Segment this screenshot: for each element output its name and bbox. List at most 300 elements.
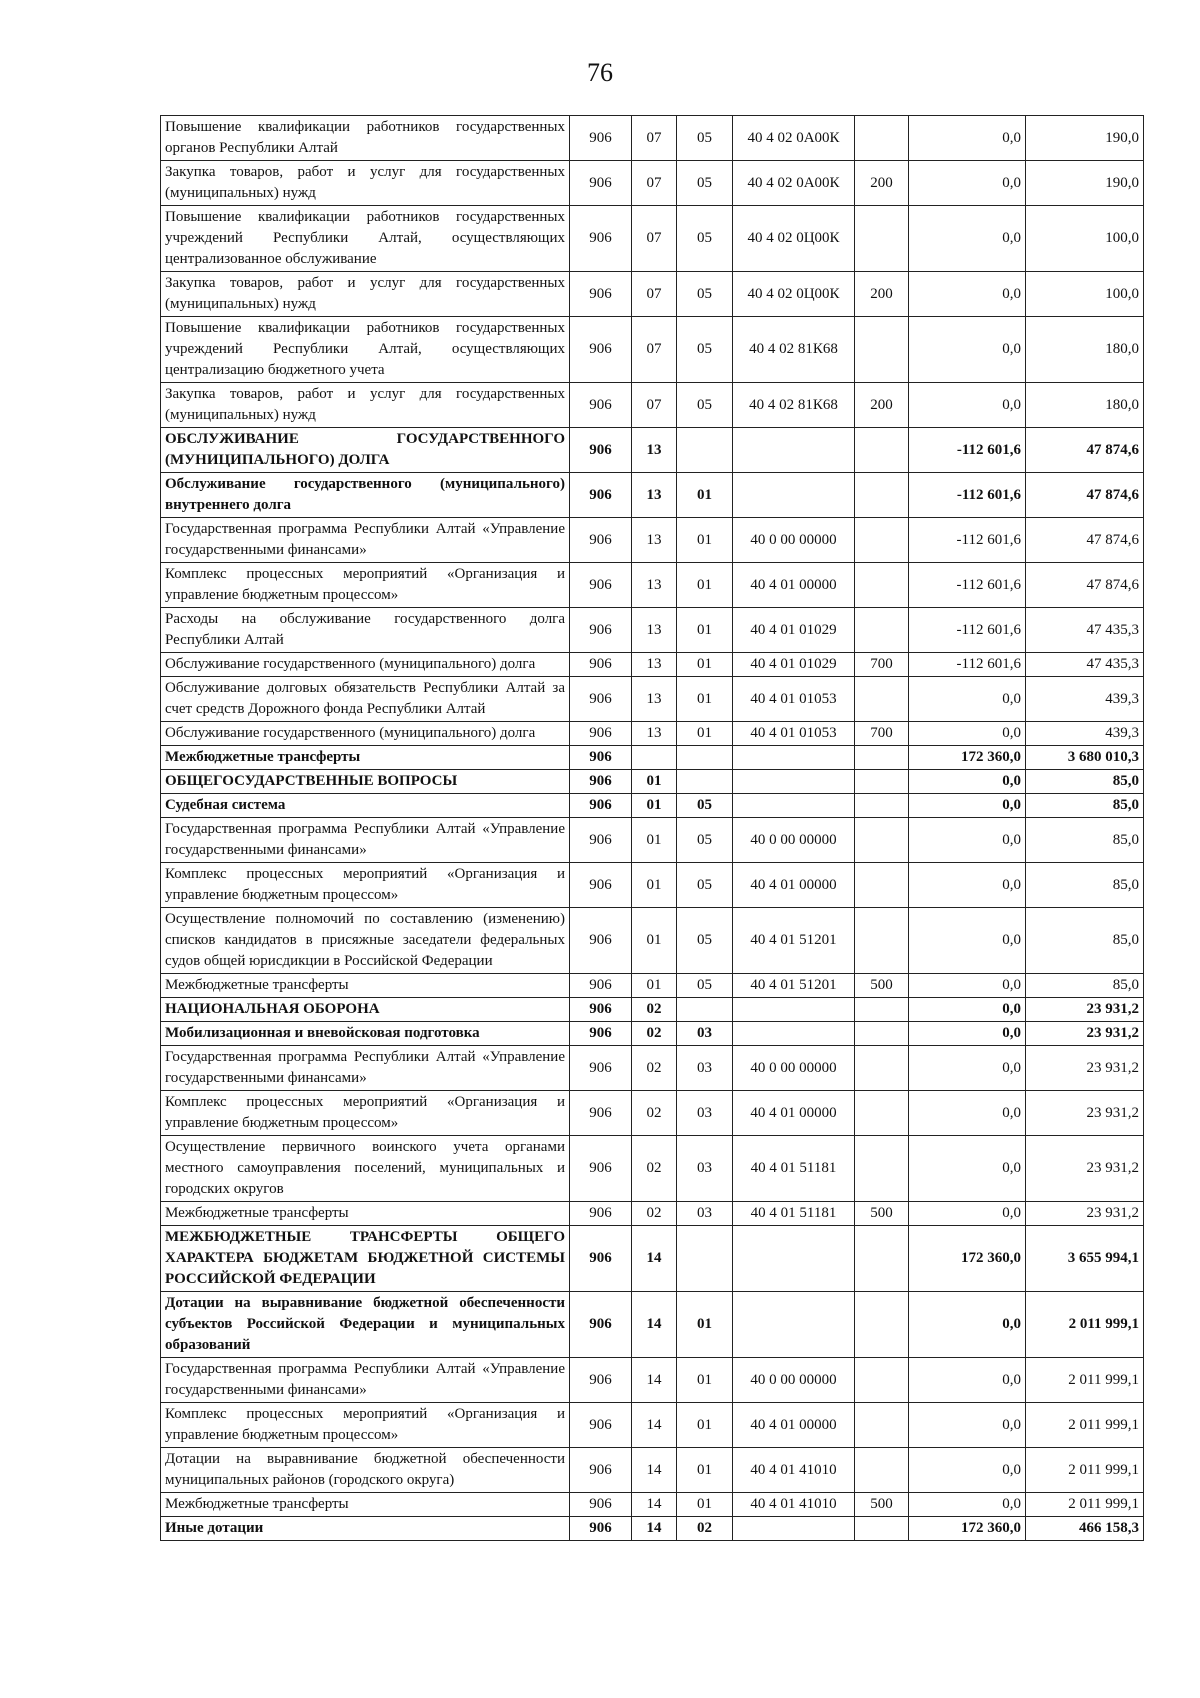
table-row: [161, 1493, 1144, 1517]
table-row: [161, 998, 1144, 1022]
line-item-name: МЕЖБЮДЖЕТНЫЕ ТРАНСФЕРТЫ ОБЩЕГО ХАРАКТЕРА БЮДЖЕТАМ БЮДЖЕТНОЙ СИСТЕМЫ РОССИЙСКОЙ ФЕДЕРАЦИИ: [161, 1226, 570, 1292]
amount-change: 172 360,0: [909, 1517, 1026, 1541]
department-code: 906: [570, 1091, 632, 1136]
target-item-code: [733, 794, 855, 818]
line-item-name: Дотации на выравнивание бюджетной обеспеченности муниципальных районов (городского округа): [161, 1448, 570, 1493]
section-code: 14: [632, 1226, 677, 1292]
amount-total: 23 931,2: [1026, 1022, 1144, 1046]
target-item-code: 40 4 02 81К68: [733, 317, 855, 383]
section-code: 02: [632, 1202, 677, 1226]
expense-type-code: 700: [855, 722, 909, 746]
amount-total: 466 158,3: [1026, 1517, 1144, 1541]
amount-total: 3 655 994,1: [1026, 1226, 1144, 1292]
table-row: [161, 722, 1144, 746]
department-code: 906: [570, 818, 632, 863]
subsection-code: 01: [677, 473, 733, 518]
target-item-code: 40 4 02 0А00К: [733, 116, 855, 161]
line-item-name: Осуществление первичного воинского учета органами местного самоуправления поселений, муниципальных и городских округов: [161, 1136, 570, 1202]
amount-total: 3 680 010,3: [1026, 746, 1144, 770]
department-code: 906: [570, 383, 632, 428]
line-item-name: Судебная система: [161, 794, 570, 818]
line-item-name: Межбюджетные трансферты: [161, 1493, 570, 1517]
subsection-code: 03: [677, 1022, 733, 1046]
amount-total: 85,0: [1026, 863, 1144, 908]
expense-type-code: [855, 1091, 909, 1136]
amount-change: -112 601,6: [909, 428, 1026, 473]
target-item-code: 40 4 01 01053: [733, 722, 855, 746]
amount-change: 0,0: [909, 1403, 1026, 1448]
department-code: 906: [570, 974, 632, 998]
subsection-code: [677, 746, 733, 770]
section-code: 13: [632, 677, 677, 722]
amount-change: 0,0: [909, 206, 1026, 272]
section-code: 02: [632, 1136, 677, 1202]
amount-change: 0,0: [909, 116, 1026, 161]
amount-change: 172 360,0: [909, 746, 1026, 770]
table-body: [161, 116, 1144, 1541]
subsection-code: [677, 998, 733, 1022]
section-code: 01: [632, 818, 677, 863]
section-code: 01: [632, 908, 677, 974]
subsection-code: 01: [677, 1448, 733, 1493]
department-code: 906: [570, 272, 632, 317]
expense-type-code: [855, 206, 909, 272]
target-item-code: 40 0 00 00000: [733, 818, 855, 863]
subsection-code: 05: [677, 974, 733, 998]
expense-type-code: [855, 1226, 909, 1292]
subsection-code: 01: [677, 1358, 733, 1403]
table-row: [161, 1292, 1144, 1358]
amount-change: 0,0: [909, 722, 1026, 746]
subsection-code: 05: [677, 818, 733, 863]
expense-type-code: [855, 428, 909, 473]
table-row: [161, 746, 1144, 770]
expense-type-code: [855, 563, 909, 608]
subsection-code: [677, 770, 733, 794]
department-code: 906: [570, 1292, 632, 1358]
section-code: 07: [632, 206, 677, 272]
department-code: 906: [570, 770, 632, 794]
budget-table: [160, 115, 1144, 1541]
amount-change: 0,0: [909, 1022, 1026, 1046]
department-code: 906: [570, 746, 632, 770]
subsection-code: 02: [677, 1517, 733, 1541]
section-code: 14: [632, 1493, 677, 1517]
section-code: 14: [632, 1358, 677, 1403]
section-code: 01: [632, 974, 677, 998]
department-code: 906: [570, 473, 632, 518]
department-code: 906: [570, 863, 632, 908]
subsection-code: 01: [677, 677, 733, 722]
target-item-code: 40 4 01 51181: [733, 1136, 855, 1202]
section-code: 07: [632, 161, 677, 206]
table-row: [161, 428, 1144, 473]
subsection-code: [677, 1226, 733, 1292]
subsection-code: 05: [677, 908, 733, 974]
subsection-code: 05: [677, 116, 733, 161]
amount-total: 2 011 999,1: [1026, 1448, 1144, 1493]
target-item-code: [733, 1022, 855, 1046]
amount-change: 0,0: [909, 908, 1026, 974]
amount-total: 85,0: [1026, 770, 1144, 794]
expense-type-code: [855, 1136, 909, 1202]
line-item-name: Государственная программа Республики Алтай «Управление государственными финансами»: [161, 818, 570, 863]
line-item-name: Обслуживание государственного (муниципального) внутреннего долга: [161, 473, 570, 518]
target-item-code: 40 4 01 00000: [733, 1091, 855, 1136]
department-code: 906: [570, 1403, 632, 1448]
amount-total: 85,0: [1026, 974, 1144, 998]
target-item-code: [733, 1517, 855, 1541]
line-item-name: ОБЩЕГОСУДАРСТВЕННЫЕ ВОПРОСЫ: [161, 770, 570, 794]
line-item-name: Расходы на обслуживание государственного долга Республики Алтай: [161, 608, 570, 653]
table-row: [161, 974, 1144, 998]
target-item-code: 40 4 01 01029: [733, 608, 855, 653]
expense-type-code: 200: [855, 272, 909, 317]
expense-type-code: 500: [855, 974, 909, 998]
section-code: 14: [632, 1448, 677, 1493]
amount-total: 190,0: [1026, 116, 1144, 161]
department-code: 906: [570, 908, 632, 974]
target-item-code: [733, 473, 855, 518]
line-item-name: Повышение квалификации работников государственных органов Республики Алтай: [161, 116, 570, 161]
department-code: 906: [570, 1046, 632, 1091]
amount-total: 100,0: [1026, 206, 1144, 272]
section-code: [632, 746, 677, 770]
line-item-name: Дотации на выравнивание бюджетной обеспеченности субъектов Российской Федерации и муниципальных образований: [161, 1292, 570, 1358]
section-code: 02: [632, 1022, 677, 1046]
subsection-code: 01: [677, 722, 733, 746]
table-row: [161, 1046, 1144, 1091]
amount-change: 0,0: [909, 383, 1026, 428]
subsection-code: 01: [677, 518, 733, 563]
section-code: 13: [632, 518, 677, 563]
section-code: 02: [632, 1091, 677, 1136]
subsection-code: 01: [677, 1292, 733, 1358]
subsection-code: 03: [677, 1091, 733, 1136]
expense-type-code: 500: [855, 1202, 909, 1226]
target-item-code: 40 4 01 51201: [733, 974, 855, 998]
amount-total: 47 874,6: [1026, 428, 1144, 473]
section-code: 13: [632, 473, 677, 518]
target-item-code: 40 4 01 00000: [733, 863, 855, 908]
target-item-code: 40 0 00 00000: [733, 518, 855, 563]
amount-total: 47 874,6: [1026, 518, 1144, 563]
table-row: [161, 1091, 1144, 1136]
target-item-code: 40 4 01 51181: [733, 1202, 855, 1226]
expense-type-code: 200: [855, 161, 909, 206]
amount-total: 2 011 999,1: [1026, 1292, 1144, 1358]
target-item-code: [733, 428, 855, 473]
target-item-code: 40 4 01 01053: [733, 677, 855, 722]
section-code: 13: [632, 563, 677, 608]
target-item-code: 40 4 01 00000: [733, 563, 855, 608]
table-row: [161, 677, 1144, 722]
line-item-name: Межбюджетные трансферты: [161, 1202, 570, 1226]
table-row: [161, 794, 1144, 818]
section-code: 13: [632, 653, 677, 677]
amount-change: -112 601,6: [909, 653, 1026, 677]
line-item-name: Закупка товаров, работ и услуг для государственных (муниципальных) нужд: [161, 161, 570, 206]
table-row: [161, 818, 1144, 863]
amount-change: 0,0: [909, 998, 1026, 1022]
amount-change: 0,0: [909, 161, 1026, 206]
amount-change: -112 601,6: [909, 518, 1026, 563]
expense-type-code: [855, 998, 909, 1022]
table-row: [161, 116, 1144, 161]
section-code: 01: [632, 770, 677, 794]
target-item-code: 40 4 02 81К68: [733, 383, 855, 428]
amount-total: 180,0: [1026, 383, 1144, 428]
expense-type-code: [855, 818, 909, 863]
amount-change: 0,0: [909, 794, 1026, 818]
section-code: 07: [632, 383, 677, 428]
table-row: [161, 1202, 1144, 1226]
line-item-name: Государственная программа Республики Алтай «Управление государственными финансами»: [161, 1046, 570, 1091]
expense-type-code: [855, 1358, 909, 1403]
subsection-code: 05: [677, 317, 733, 383]
line-item-name: Закупка товаров, работ и услуг для государственных (муниципальных) нужд: [161, 272, 570, 317]
table-row: [161, 653, 1144, 677]
section-code: 13: [632, 722, 677, 746]
expense-type-code: 700: [855, 653, 909, 677]
target-item-code: 40 4 01 51201: [733, 908, 855, 974]
department-code: 906: [570, 794, 632, 818]
department-code: 906: [570, 161, 632, 206]
amount-total: 85,0: [1026, 794, 1144, 818]
section-code: 14: [632, 1517, 677, 1541]
section-code: 02: [632, 998, 677, 1022]
subsection-code: 01: [677, 1493, 733, 1517]
expense-type-code: [855, 518, 909, 563]
department-code: 906: [570, 317, 632, 383]
amount-total: 190,0: [1026, 161, 1144, 206]
amount-total: 100,0: [1026, 272, 1144, 317]
department-code: 906: [570, 1493, 632, 1517]
line-item-name: Повышение квалификации работников государственных учреждений Республики Алтай, осуществляющих централизацию бюджетного учета: [161, 317, 570, 383]
target-item-code: 40 4 02 0Ц00К: [733, 206, 855, 272]
expense-type-code: [855, 908, 909, 974]
target-item-code: 40 0 00 00000: [733, 1046, 855, 1091]
amount-change: 0,0: [909, 1292, 1026, 1358]
line-item-name: Государственная программа Республики Алтай «Управление государственными финансами»: [161, 1358, 570, 1403]
expense-type-code: [855, 770, 909, 794]
amount-total: 2 011 999,1: [1026, 1493, 1144, 1517]
amount-total: 2 011 999,1: [1026, 1358, 1144, 1403]
table-row: [161, 863, 1144, 908]
amount-change: 0,0: [909, 272, 1026, 317]
expense-type-code: [855, 317, 909, 383]
target-item-code: 40 4 01 01029: [733, 653, 855, 677]
table-row: [161, 1136, 1144, 1202]
target-item-code: 40 4 02 0Ц00К: [733, 272, 855, 317]
department-code: 906: [570, 116, 632, 161]
table-row: [161, 206, 1144, 272]
amount-total: 47 874,6: [1026, 473, 1144, 518]
expense-type-code: [855, 863, 909, 908]
amount-change: 0,0: [909, 1448, 1026, 1493]
department-code: 906: [570, 722, 632, 746]
expense-type-code: [855, 116, 909, 161]
expense-type-code: [855, 608, 909, 653]
section-code: 13: [632, 608, 677, 653]
expense-type-code: [855, 746, 909, 770]
department-code: 906: [570, 1202, 632, 1226]
target-item-code: 40 4 02 0А00К: [733, 161, 855, 206]
line-item-name: Повышение квалификации работников государственных учреждений Республики Алтай, осуществляющих централизованное обслуживание: [161, 206, 570, 272]
department-code: 906: [570, 653, 632, 677]
amount-change: 0,0: [909, 317, 1026, 383]
expense-type-code: 200: [855, 383, 909, 428]
department-code: 906: [570, 518, 632, 563]
amount-total: 47 435,3: [1026, 608, 1144, 653]
amount-total: 439,3: [1026, 722, 1144, 746]
department-code: 906: [570, 1136, 632, 1202]
department-code: 906: [570, 428, 632, 473]
line-item-name: Межбюджетные трансферты: [161, 746, 570, 770]
line-item-name: Межбюджетные трансферты: [161, 974, 570, 998]
department-code: 906: [570, 1448, 632, 1493]
subsection-code: 03: [677, 1136, 733, 1202]
department-code: 906: [570, 998, 632, 1022]
subsection-code: 05: [677, 161, 733, 206]
expense-type-code: [855, 1046, 909, 1091]
section-code: 14: [632, 1292, 677, 1358]
expense-type-code: [855, 1448, 909, 1493]
line-item-name: НАЦИОНАЛЬНАЯ ОБОРОНА: [161, 998, 570, 1022]
line-item-name: Комплекс процессных мероприятий «Организация и управление бюджетным процессом»: [161, 563, 570, 608]
target-item-code: 40 4 01 41010: [733, 1448, 855, 1493]
table-row: [161, 1403, 1144, 1448]
subsection-code: 03: [677, 1202, 733, 1226]
amount-change: 0,0: [909, 1202, 1026, 1226]
amount-total: 47 874,6: [1026, 563, 1144, 608]
target-item-code: 40 0 00 00000: [733, 1358, 855, 1403]
line-item-name: ОБСЛУЖИВАНИЕ ГОСУДАРСТВЕННОГО (МУНИЦИПАЛЬНОГО) ДОЛГА: [161, 428, 570, 473]
subsection-code: 01: [677, 563, 733, 608]
amount-total: 23 931,2: [1026, 1046, 1144, 1091]
subsection-code: 05: [677, 863, 733, 908]
table-row: [161, 161, 1144, 206]
table-row: [161, 1022, 1144, 1046]
line-item-name: Иные дотации: [161, 1517, 570, 1541]
amount-total: 47 435,3: [1026, 653, 1144, 677]
line-item-name: Закупка товаров, работ и услуг для государственных (муниципальных) нужд: [161, 383, 570, 428]
section-code: 07: [632, 272, 677, 317]
table-row: [161, 563, 1144, 608]
amount-change: 0,0: [909, 1358, 1026, 1403]
section-code: 02: [632, 1046, 677, 1091]
table-row: [161, 272, 1144, 317]
table-row: [161, 608, 1144, 653]
table-row: [161, 383, 1144, 428]
subsection-code: 05: [677, 383, 733, 428]
target-item-code: [733, 770, 855, 794]
department-code: 906: [570, 563, 632, 608]
expense-type-code: [855, 677, 909, 722]
table-row: [161, 1448, 1144, 1493]
amount-total: 2 011 999,1: [1026, 1403, 1144, 1448]
line-item-name: Комплекс процессных мероприятий «Организация и управление бюджетным процессом»: [161, 1403, 570, 1448]
subsection-code: 05: [677, 206, 733, 272]
section-code: 07: [632, 317, 677, 383]
section-code: 07: [632, 116, 677, 161]
amount-change: 0,0: [909, 1136, 1026, 1202]
expense-type-code: [855, 1517, 909, 1541]
expense-type-code: [855, 1292, 909, 1358]
subsection-code: 01: [677, 653, 733, 677]
table-row: [161, 1517, 1144, 1541]
expense-type-code: [855, 1022, 909, 1046]
subsection-code: 03: [677, 1046, 733, 1091]
table-row: [161, 473, 1144, 518]
line-item-name: Мобилизационная и вневойсковая подготовка: [161, 1022, 570, 1046]
amount-total: 85,0: [1026, 908, 1144, 974]
amount-change: 0,0: [909, 770, 1026, 794]
table-row: [161, 908, 1144, 974]
target-item-code: 40 4 01 41010: [733, 1493, 855, 1517]
amount-change: -112 601,6: [909, 563, 1026, 608]
amount-change: 0,0: [909, 1493, 1026, 1517]
department-code: 906: [570, 1226, 632, 1292]
line-item-name: Осуществление полномочий по составлению (изменению) списков кандидатов в присяжные заседатели федеральных судов общей юрисдикции в Российской Федерации: [161, 908, 570, 974]
target-item-code: [733, 1226, 855, 1292]
target-item-code: [733, 1292, 855, 1358]
section-code: 14: [632, 1403, 677, 1448]
amount-total: 23 931,2: [1026, 1202, 1144, 1226]
amount-change: 0,0: [909, 677, 1026, 722]
amount-change: 0,0: [909, 974, 1026, 998]
line-item-name: Комплекс процессных мероприятий «Организация и управление бюджетным процессом»: [161, 863, 570, 908]
subsection-code: [677, 428, 733, 473]
expense-type-code: [855, 473, 909, 518]
section-code: 01: [632, 863, 677, 908]
subsection-code: 01: [677, 608, 733, 653]
page-number: 76: [587, 58, 613, 87]
expense-type-code: [855, 1403, 909, 1448]
table-row: [161, 770, 1144, 794]
amount-total: 180,0: [1026, 317, 1144, 383]
amount-total: 85,0: [1026, 818, 1144, 863]
department-code: 906: [570, 677, 632, 722]
subsection-code: 05: [677, 272, 733, 317]
target-item-code: 40 4 01 00000: [733, 1403, 855, 1448]
expense-type-code: [855, 794, 909, 818]
target-item-code: [733, 746, 855, 770]
table-row: [161, 1226, 1144, 1292]
line-item-name: Обслуживание государственного (муниципального) долга: [161, 722, 570, 746]
department-code: 906: [570, 1022, 632, 1046]
department-code: 906: [570, 608, 632, 653]
amount-total: 23 931,2: [1026, 998, 1144, 1022]
amount-change: 0,0: [909, 1046, 1026, 1091]
amount-total: 23 931,2: [1026, 1091, 1144, 1136]
line-item-name: Комплекс процессных мероприятий «Организация и управление бюджетным процессом»: [161, 1091, 570, 1136]
subsection-code: 01: [677, 1403, 733, 1448]
department-code: 906: [570, 1517, 632, 1541]
amount-change: 172 360,0: [909, 1226, 1026, 1292]
table-row: [161, 317, 1144, 383]
table-row: [161, 518, 1144, 563]
amount-total: 439,3: [1026, 677, 1144, 722]
expense-type-code: 500: [855, 1493, 909, 1517]
line-item-name: Государственная программа Республики Алтай «Управление государственными финансами»: [161, 518, 570, 563]
subsection-code: 05: [677, 794, 733, 818]
amount-change: 0,0: [909, 818, 1026, 863]
table-row: [161, 1358, 1144, 1403]
department-code: 906: [570, 1358, 632, 1403]
line-item-name: Обслуживание долговых обязательств Республики Алтай за счет средств Дорожного фонда Республики Алтай: [161, 677, 570, 722]
section-code: 01: [632, 794, 677, 818]
